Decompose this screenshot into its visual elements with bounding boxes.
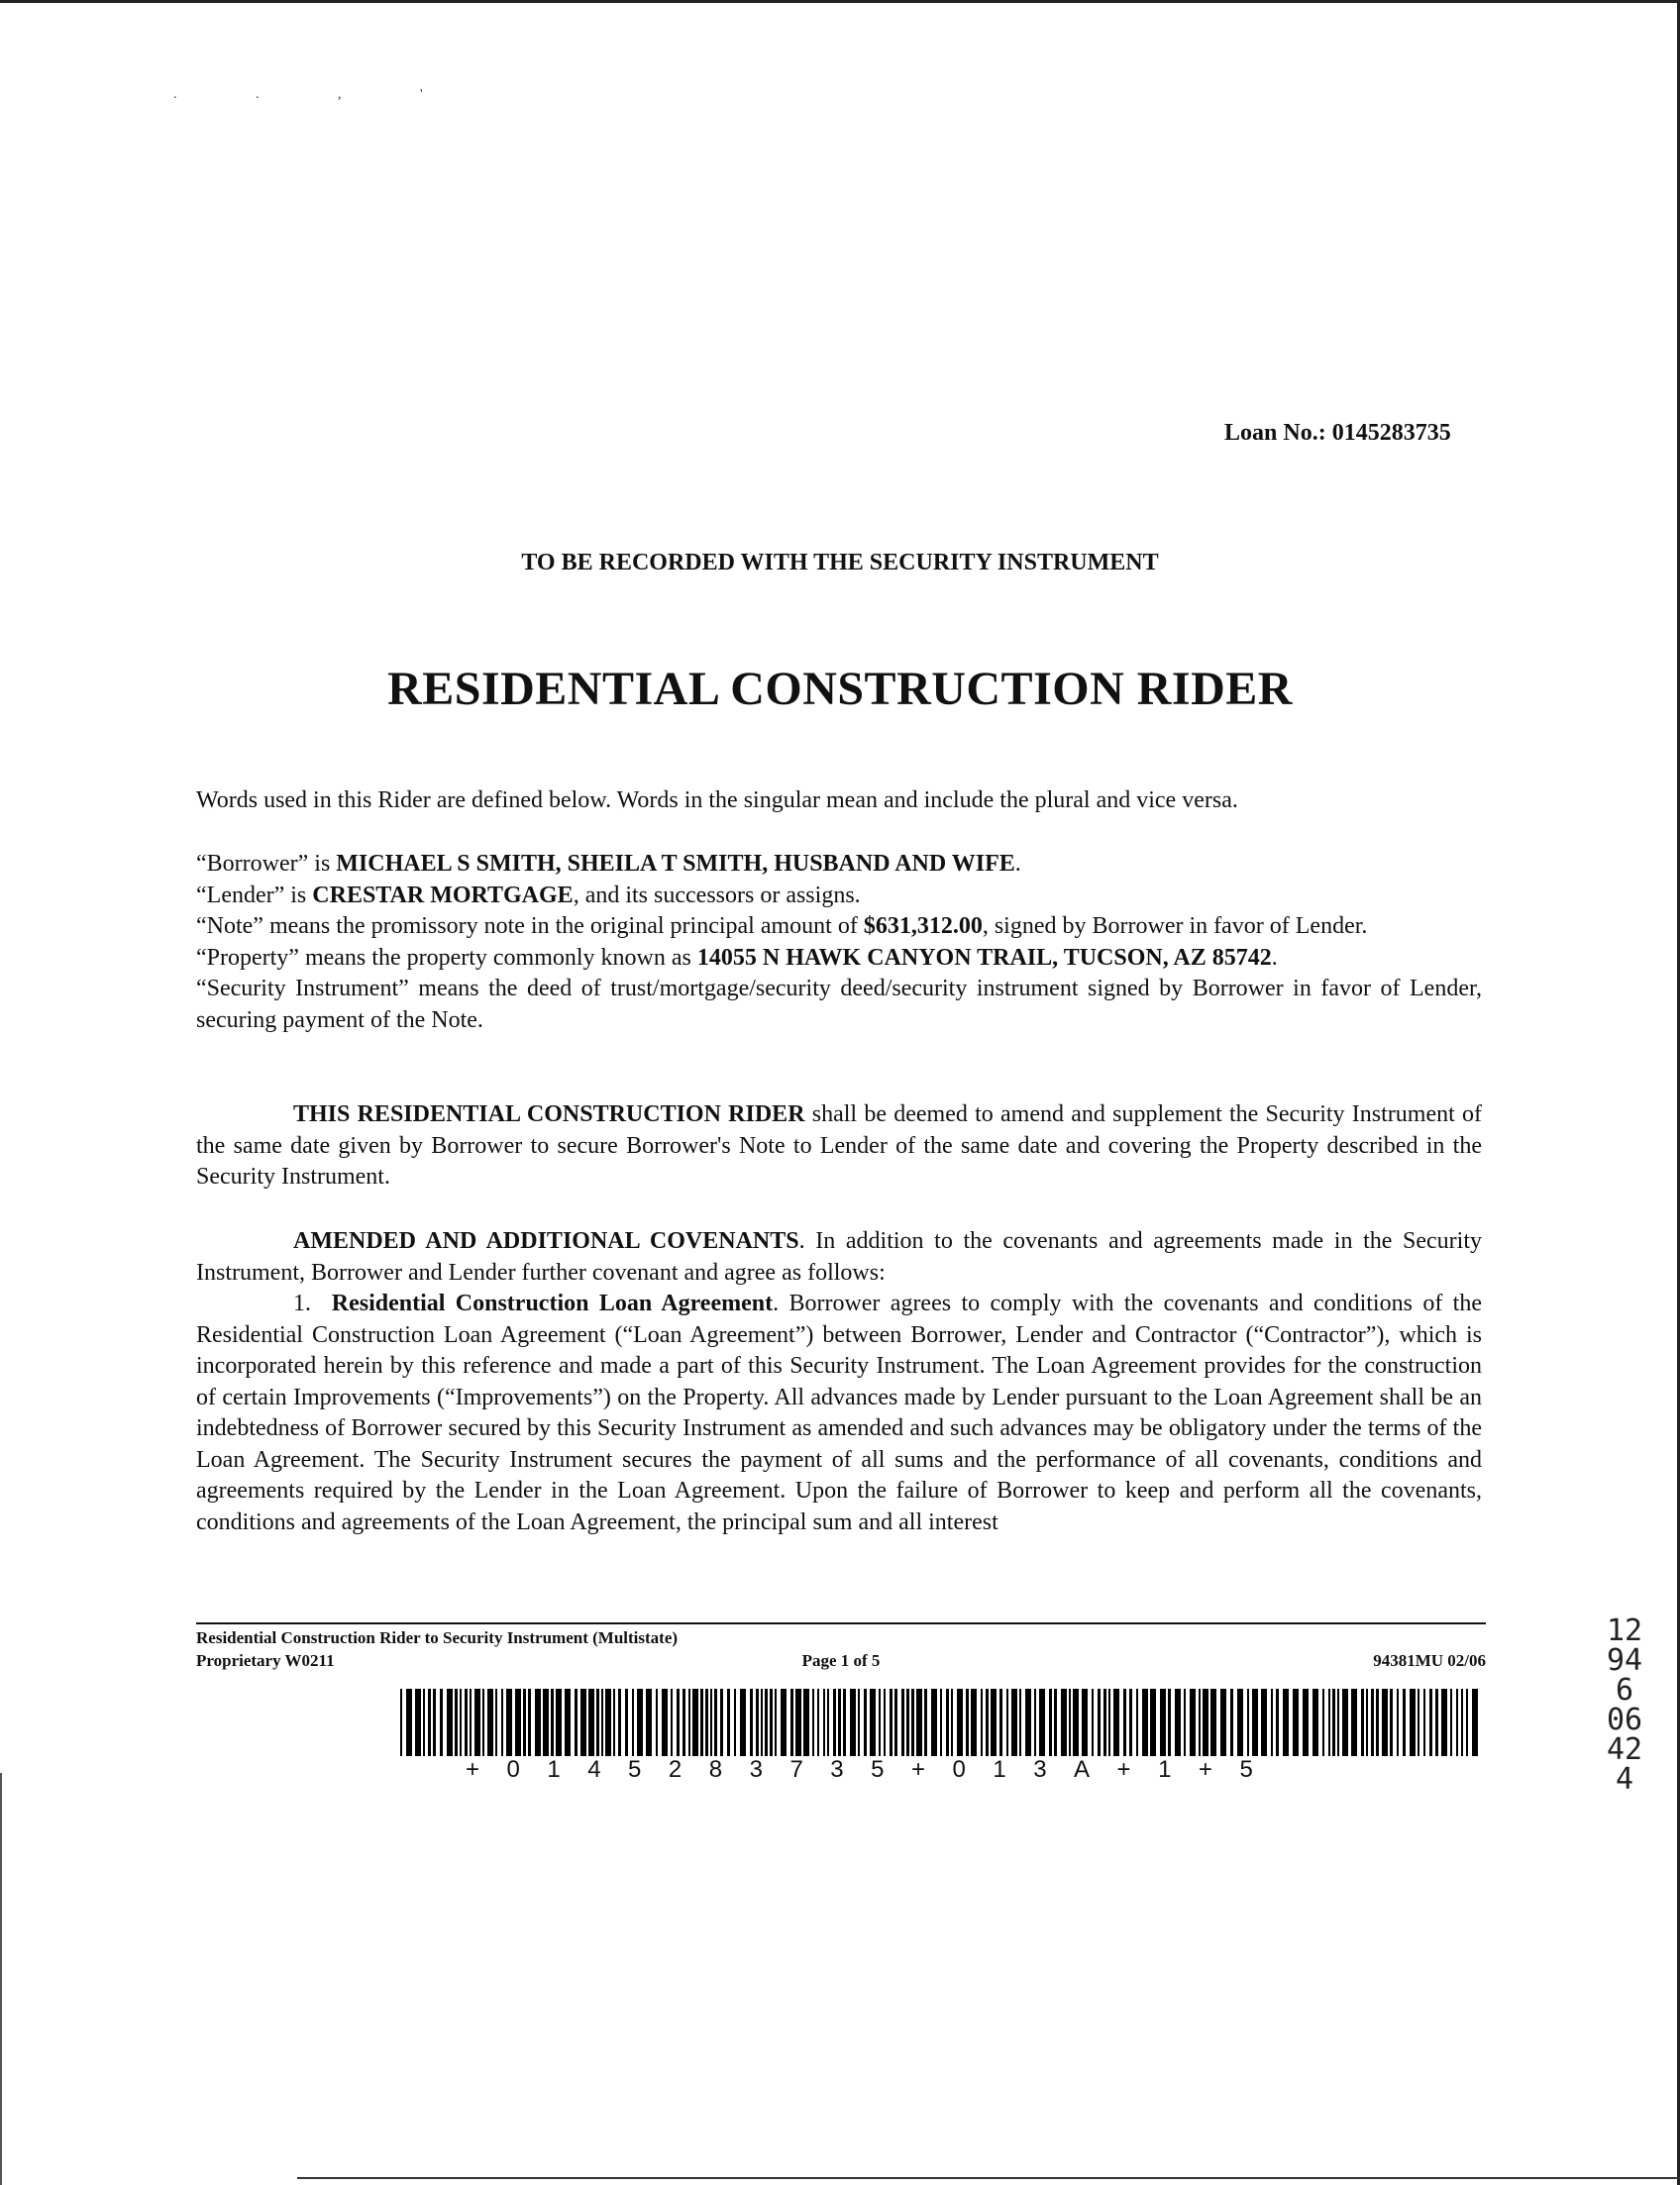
barcode-bar bbox=[714, 1689, 717, 1756]
barcode-bar bbox=[1220, 1689, 1226, 1756]
barcode-bar bbox=[671, 1689, 673, 1756]
barcode-bar bbox=[1190, 1689, 1196, 1756]
barcode-bar bbox=[1283, 1689, 1289, 1756]
barcode-bar bbox=[843, 1689, 846, 1756]
barcode-bar bbox=[790, 1689, 793, 1756]
barcode-bar bbox=[605, 1689, 611, 1756]
barcode-bar bbox=[740, 1689, 746, 1756]
barcode-bar bbox=[817, 1689, 819, 1756]
barcode-bar bbox=[1423, 1689, 1425, 1756]
barcode-bar bbox=[957, 1689, 963, 1756]
barcode-bar bbox=[775, 1689, 777, 1756]
definition-note: “Note” means the promissory note in the original principal amount of $631,312.00, signed by Borrower in favor of Lender. bbox=[196, 913, 1368, 939]
barcode-bar bbox=[1039, 1689, 1045, 1756]
barcode-bar bbox=[803, 1689, 809, 1756]
recording-notice: TO BE RECORDED WITH THE SECURITY INSTRUMENT bbox=[521, 550, 1159, 575]
page-border-bottom bbox=[297, 2177, 1680, 2179]
barcode-bar bbox=[1303, 1689, 1309, 1756]
barcode-bar bbox=[535, 1689, 541, 1756]
form-code: 94381MU 02/06 bbox=[1373, 1651, 1486, 1670]
barcode-bar bbox=[613, 1689, 615, 1756]
barcode-bar bbox=[890, 1689, 892, 1756]
covenants-intro: AMENDED AND ADDITIONAL COVENANTS. In addition to the covenants and agreements made in the Security Instrument, Borrower and Lender further covenant and agree as follows: bbox=[196, 1228, 1482, 1286]
loan-number-label: Loan No.: bbox=[1224, 420, 1326, 446]
barcode-bar bbox=[556, 1689, 562, 1756]
covenants-heading: AMENDED AND ADDITIONAL COVENANTS bbox=[293, 1228, 799, 1254]
barcode-bar bbox=[1034, 1689, 1036, 1756]
barcode-bar bbox=[1247, 1689, 1249, 1756]
barcode-bar bbox=[1441, 1689, 1447, 1756]
barcode-bar bbox=[1276, 1689, 1279, 1756]
barcode-bar bbox=[1123, 1689, 1126, 1756]
loan-number-value: 0145283735 bbox=[1331, 420, 1451, 446]
definition-property: “Property” means the property commonly known as 14055 N HAWK CANYON TRAIL, TUCSON, AZ 85742. bbox=[196, 944, 1278, 971]
barcode-bar bbox=[474, 1689, 480, 1756]
barcode-bar bbox=[1237, 1689, 1243, 1756]
barcode-text: +0145283735+013A+1+5 bbox=[466, 1756, 1281, 1783]
barcode-bar bbox=[705, 1689, 708, 1756]
barcode-bar bbox=[991, 1689, 997, 1756]
barcode-bar bbox=[710, 1689, 712, 1756]
barcode-bar bbox=[1450, 1689, 1452, 1756]
barcode-bar bbox=[700, 1689, 703, 1756]
barcode-bar bbox=[1466, 1689, 1468, 1756]
barcode-bar bbox=[433, 1689, 436, 1756]
side-stamp: 12946 06424 bbox=[1606, 1613, 1652, 1797]
barcode-bar bbox=[1142, 1689, 1148, 1756]
barcode-bar bbox=[523, 1689, 526, 1756]
footer-form-title: Residential Construction Rider to Security Instrument (Multistate) bbox=[196, 1628, 679, 1647]
barcode-bar bbox=[812, 1689, 814, 1756]
loan-number bbox=[1224, 420, 1451, 447]
barcode-bar bbox=[1129, 1689, 1132, 1756]
footer-proprietary: Proprietary W0211 bbox=[196, 1651, 335, 1670]
barcode-bar bbox=[1136, 1689, 1138, 1756]
barcode-bar bbox=[858, 1689, 860, 1756]
barcode-bar bbox=[1366, 1689, 1368, 1756]
barcode-bar bbox=[999, 1689, 1002, 1756]
barcode-bar bbox=[1390, 1689, 1393, 1756]
barcode-bar bbox=[1184, 1689, 1186, 1756]
barcode-bar bbox=[795, 1689, 801, 1756]
barcode-bar bbox=[931, 1689, 937, 1756]
barcode-bar bbox=[1351, 1689, 1357, 1756]
barcode-bar bbox=[833, 1689, 836, 1756]
barcode-bar bbox=[1103, 1689, 1106, 1756]
barcode-bar bbox=[850, 1689, 856, 1756]
barcode-bar bbox=[495, 1689, 497, 1756]
barcode-bar bbox=[596, 1689, 599, 1756]
barcode-bar bbox=[1342, 1689, 1348, 1756]
barcode-bar bbox=[501, 1689, 503, 1756]
barcode-bar bbox=[455, 1689, 458, 1756]
barcode-bar bbox=[588, 1689, 594, 1756]
definition-borrower: “Borrower” is MICHAEL S SMITH, SHEILA T SMITH, HUSBAND AND WIFE. bbox=[196, 851, 1021, 877]
footer-line bbox=[196, 1651, 1486, 1671]
page-border-top bbox=[0, 0, 1680, 3]
barcode-bar bbox=[1025, 1689, 1031, 1756]
barcode-bar bbox=[465, 1689, 468, 1756]
barcode-bar bbox=[901, 1689, 904, 1756]
barcode-bar bbox=[682, 1689, 685, 1756]
barcode-bar bbox=[971, 1689, 977, 1756]
barcode-bar bbox=[400, 1689, 402, 1756]
covenants-section bbox=[196, 1226, 1482, 1538]
lender-name: CRESTAR MORTGAGE bbox=[312, 882, 574, 908]
barcode-bar bbox=[884, 1689, 886, 1756]
barcode-bar bbox=[528, 1689, 531, 1756]
barcode-bar bbox=[551, 1689, 554, 1756]
barcode-bar bbox=[1006, 1689, 1008, 1756]
definition-security-instrument: “Security Instrument” means the deed of trust/mortgage/security deed/security instrument signed by Borrower in favor of Lender, securing payment of the Note. bbox=[196, 976, 1482, 1033]
barcode-bar bbox=[1322, 1689, 1324, 1756]
barcode-bar bbox=[1092, 1689, 1094, 1756]
barcode-bar bbox=[1261, 1689, 1267, 1756]
barcode-bar bbox=[981, 1689, 983, 1756]
barcode-bar bbox=[1160, 1689, 1166, 1756]
barcode-bar bbox=[656, 1689, 658, 1756]
definitions bbox=[196, 849, 1482, 1036]
barcode-bar bbox=[1073, 1689, 1079, 1756]
barcode-bar bbox=[625, 1689, 628, 1756]
barcode-bar bbox=[1456, 1689, 1458, 1756]
barcode-bar bbox=[1376, 1689, 1379, 1756]
barcode-bar bbox=[565, 1689, 571, 1756]
barcode-bar bbox=[879, 1689, 881, 1756]
property-address: 14055 N HAWK CANYON TRAIL, TUCSON, AZ 85742 bbox=[696, 944, 1272, 971]
barcode-bar bbox=[916, 1689, 922, 1756]
barcode-bar bbox=[632, 1689, 634, 1756]
document-title: RESIDENTIAL CONSTRUCTION RIDER bbox=[387, 663, 1293, 715]
covenant-item-1: 1. Residential Construction Loan Agreement. Borrower agrees to comply with the covenants and conditions of the Residential Construction Loan Agreement (“Loan Agreement”) between Borrower, Lender and Contractor (“Contractor”), which is incorporated herein by this reference and made a part of this Security Instrument. The Loan Agreement provides for the construction of certain Improvements (“Improvements”) on the Property. All advances made by Lender pursuant to the Loan Agreement shall be an indebtedness of Borrower secured by this Security Instrument as amended and such advances may be obligatory under the terms of the Loan Agreement. The Security Instrument secures the payment of all sums and the performance of all covenants, conditions and agreements required by the Lender in the Loan Agreement. Upon the failure of Borrower to keep and perform all the covenants, conditions and agreements of the Loan Agreement, the principal sum and all interest bbox=[196, 1291, 1482, 1535]
barcode-bar bbox=[406, 1689, 412, 1756]
barcode-bar bbox=[692, 1689, 698, 1756]
definition-lender: “Lender” is CRESTAR MORTGAGE, and its successors or assigns. bbox=[196, 882, 861, 908]
barcode-bar bbox=[1108, 1689, 1110, 1756]
barcode-bar bbox=[601, 1689, 603, 1756]
barcode-bar bbox=[575, 1689, 578, 1756]
barcode-bar bbox=[827, 1689, 829, 1756]
barcode-bar bbox=[1312, 1689, 1318, 1756]
note-amount: $631,312.00 bbox=[863, 913, 983, 939]
barcode-bar bbox=[487, 1689, 493, 1756]
scan-specks: . . , ' bbox=[173, 87, 461, 102]
barcode-bar bbox=[966, 1689, 969, 1756]
barcode-bar bbox=[727, 1689, 730, 1756]
rider-paragraph: THIS RESIDENTIAL CONSTRUCTION RIDER shall be deemed to amend and supplement the Security Instrument of the same date given by Borrower to secure Borrower's Note to Lender of the same date and covering the Property described in the Security Instrument. bbox=[196, 1101, 1482, 1190]
barcode-bar bbox=[864, 1689, 867, 1756]
barcode-bar bbox=[543, 1689, 549, 1756]
barcode-bar bbox=[1435, 1689, 1438, 1756]
barcode-bar bbox=[1082, 1689, 1088, 1756]
footer-rule bbox=[196, 1622, 1486, 1624]
barcode-bar bbox=[428, 1689, 431, 1756]
page-number: Page 1 of 5 bbox=[801, 1651, 881, 1670]
borrower-name: MICHAEL S SMITH, SHEILA T SMITH, HUSBAND AND WIFE bbox=[336, 851, 1015, 877]
barcode-bar bbox=[1293, 1689, 1299, 1756]
rider-paragraph-lead: THIS RESIDENTIAL CONSTRUCTION RIDER bbox=[293, 1101, 805, 1127]
barcode-bar bbox=[1361, 1689, 1364, 1756]
barcode-bar bbox=[1382, 1689, 1388, 1756]
intro-text: Words used in this Rider are defined below. Words in the singular mean and include the plural and vice versa. bbox=[196, 787, 1238, 813]
barcode-bar bbox=[1461, 1689, 1463, 1756]
barcode-bar bbox=[1019, 1689, 1021, 1756]
barcode-bar bbox=[515, 1689, 521, 1756]
barcode-bar bbox=[1271, 1689, 1273, 1756]
barcode-bar bbox=[1230, 1689, 1233, 1756]
barcode-bar bbox=[823, 1689, 825, 1756]
barcode-bar bbox=[986, 1689, 989, 1756]
barcode-bar bbox=[911, 1689, 914, 1756]
barcode-bar bbox=[1337, 1689, 1339, 1756]
barcode-bar bbox=[1054, 1689, 1057, 1756]
barcode-bar bbox=[940, 1689, 942, 1756]
barcode-bar bbox=[1150, 1689, 1156, 1756]
barcode-bar bbox=[506, 1689, 512, 1756]
barcode-bar bbox=[720, 1689, 723, 1756]
barcode-bar bbox=[1403, 1689, 1406, 1756]
barcode-bar bbox=[765, 1689, 768, 1756]
barcode-bar bbox=[1098, 1689, 1101, 1756]
barcode bbox=[400, 1689, 1484, 1756]
barcode-bar bbox=[906, 1689, 909, 1756]
barcode-bar bbox=[1210, 1689, 1216, 1756]
page-border-left bbox=[0, 1773, 2, 2185]
barcode-bar bbox=[734, 1689, 736, 1756]
barcode-bar bbox=[470, 1689, 472, 1756]
barcode-bar bbox=[1049, 1689, 1052, 1756]
barcode-bar bbox=[1332, 1689, 1335, 1756]
barcode-bar bbox=[447, 1689, 453, 1756]
barcode-bar bbox=[415, 1689, 421, 1756]
barcode-bar bbox=[580, 1689, 586, 1756]
barcode-bar bbox=[750, 1689, 753, 1756]
barcode-bar bbox=[838, 1689, 841, 1756]
barcode-bar bbox=[618, 1689, 621, 1756]
barcode-bar bbox=[1410, 1689, 1416, 1756]
barcode-bar bbox=[677, 1689, 680, 1756]
barcode-bar bbox=[1429, 1689, 1432, 1756]
barcode-bar bbox=[1418, 1689, 1419, 1756]
barcode-bar bbox=[1061, 1689, 1067, 1756]
barcode-bar bbox=[924, 1689, 927, 1756]
barcode-bar bbox=[1203, 1689, 1208, 1756]
barcode-bar bbox=[770, 1689, 773, 1756]
barcode-bar bbox=[1472, 1689, 1478, 1756]
barcode-bar bbox=[894, 1689, 897, 1756]
barcode-bar bbox=[756, 1689, 759, 1756]
barcode-bar bbox=[946, 1689, 949, 1756]
barcode-bar bbox=[1199, 1689, 1201, 1756]
barcode-bar bbox=[1011, 1689, 1017, 1756]
barcode-bar bbox=[688, 1689, 690, 1756]
barcode-bar bbox=[1168, 1689, 1171, 1756]
barcode-bar bbox=[440, 1689, 443, 1756]
barcode-bar bbox=[460, 1689, 462, 1756]
barcode-bar bbox=[637, 1689, 643, 1756]
barcode-bar bbox=[1113, 1689, 1119, 1756]
barcode-bar bbox=[482, 1689, 484, 1756]
barcode-bar bbox=[1328, 1689, 1330, 1756]
barcode-bar bbox=[1397, 1689, 1399, 1756]
barcode-bar bbox=[423, 1689, 425, 1756]
barcode-bar bbox=[870, 1689, 876, 1756]
barcode-bar bbox=[646, 1689, 652, 1756]
barcode-bar bbox=[662, 1689, 668, 1756]
barcode-bar bbox=[1252, 1689, 1258, 1756]
covenant-item-1-heading: Residential Construction Loan Agreement bbox=[331, 1291, 774, 1316]
barcode-bar bbox=[761, 1689, 763, 1756]
barcode-bar bbox=[781, 1689, 787, 1756]
barcode-bar bbox=[951, 1689, 953, 1756]
barcode-bar bbox=[1371, 1689, 1374, 1756]
barcode-bar bbox=[1069, 1689, 1071, 1756]
barcode-bar bbox=[1175, 1689, 1181, 1756]
